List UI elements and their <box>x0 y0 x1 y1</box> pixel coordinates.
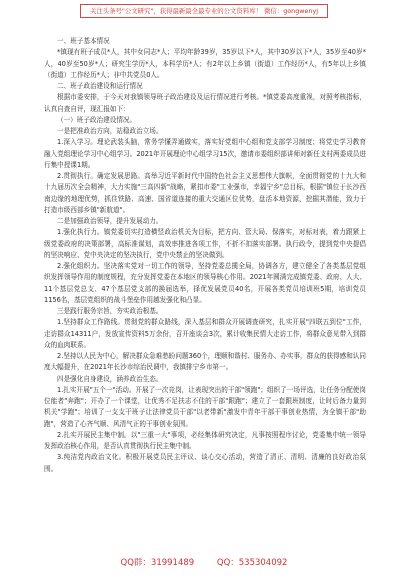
paragraph: 3.纯洁党内政治文化。积极开展党员民主评议、谈心交心活动，营造了清正、清明、清廉的良好政治氛围。 <box>44 453 366 473</box>
document-body <box>44 36 366 534</box>
paragraph: 1.深入学习。理论武装头脑，常务学懂弄通做实，落实好党组中心组和党支部学习制度；将党史学习教育融入党组理论学习中心组学习。2021年开展理论中心组学习15次，邀请市委组织部讲师对新任支村两委成员进行集中授课1期。 <box>44 138 366 169</box>
paragraph: 二、班子政治建设和运行情况 <box>57 82 143 90</box>
footer-qq-group: QQ群：31991489 <box>120 558 195 568</box>
paragraph: 一是把准政治方向，站稳政治立场。 <box>57 127 163 135</box>
paragraph: 2.强化组织力。坚决落实党对一切工作的领导，坚持党委总揽全局，协调各方，建立健全了各类基层党组织发挥领导作用的制度规程，充分发挥党委在本地区的领导核心作用。2021年圆满完成镇党委、政府、人大、11个基层党总支、47个基层党支部的换届选举，择优发展党员40名，开展各类党员培训班5期，培训党员1156名，基层党组织的战斗堡垒作用越发强化和凸显。 <box>44 262 366 304</box>
footer-qq: QQ：535304092 <box>216 558 288 568</box>
paragraph: （一）班子政治建设情况。 <box>57 115 137 124</box>
paragraph: 2.坚持以人民为中心，解决群众急难愁盼问题360个，理顺和谐村、服务办、办实事，群众的获得感和认同度大幅提升，在2021年长沙市综治民调中，我镇排宁乡市第一。 <box>44 352 366 372</box>
header-banner: 关注头条号"公文研究"，获得最新最全最专业的公文资料库！ 微信：gongwenyj <box>80 4 328 18</box>
paragraph: 2.贯彻执行。确定发展思路。高举习近平新时代中国特色社会主义思想伟大旗帜，全面贯彻党的十九大和十九届历次全会精神，大力实施"三高四新"战略，紧扣市委"工业强市，幸福宁乡"总目标，根据"镇位于长沙西南边缘的地理优势，抓住铁路、高速、国省道连接的重大交通区位优势，盘活本地资源，挖掘其潜能，致力于打造市级西部乡镇"新航道"。 <box>44 172 366 214</box>
paragraph: 1.强化执行力。镇党委切实打造横竖政治机关为目标，把方向、管大局、保落实，对标对表，着力跟紧上级党委政府的决策部署，高标准谋划，高效率推进各项工作，不折不扣落实部署。执行政令，提到党中央提倡的坚决响应、党中央决定的坚决执行，党中央禁止的坚决做到。 <box>44 228 366 259</box>
footer-contact <box>0 556 408 570</box>
paragraph: 二是加强政治领导，提升发展动力。 <box>57 217 163 225</box>
paragraph: 三是践行服务宗旨，夯实政治根基。 <box>57 307 163 315</box>
paragraph: *镇现有班子成员*人，其中女同志*人；平均年龄39岁，35岁以下*人，其中30岁以下*人，35岁至40岁*人，40岁至50岁*人；研究生学历*人，本科学历*人；有2年以上乡镇（街道）工作经历*人，有5年以上乡镇（街道）工作经历*人；非中共党员0人。 <box>44 48 366 79</box>
paragraph: 一、班子基本情况 <box>57 37 110 45</box>
paragraph: 四是强化自身建设，涵养政治生态。 <box>57 374 163 383</box>
paragraph: 2.扎实开展民主集中制。以"三重一大"事项，必经集体研究决定，凡事按照程序讨论，党委集中统一领导发挥政治核心作用，是否认真贯彻执行民主集中制。 <box>44 430 366 450</box>
paragraph: 根据市委安排，于今天对我镇领导班子政治建设及运行情况进行考核。*镇党委高度重视，对照考核指标，认真自查自评，现汇报如下： <box>44 93 366 113</box>
paragraph: 1.扎实开展"五个一"活动。开展了一次竞岗，让表现突出的干部"领跑"；组织了一场评选，让任务分配使岗位能者"奔跑"；开办了一个课堂，让优秀不足扶志不佳的干部"跟跑"；建立了一套跟班制度，让时后备力量到机关"学跑"；培训了一支支干班子让法律党员干部"以老带新"激发中青年干部干事创业热情，为全镇干部"助跑"，营造了心齐气顺、风清气正的干事创业氛围。 <box>44 385 366 428</box>
paragraph: 1.坚持群众工作路线。贯彻党的群众路线，深入基层和群众开展调查研究，扎实开展"四联五到位"工作，走访群众14311户，发放宣传资料5万余份，召开座谈会3次，累计收集民情大走访工作，将群众意见带入到群众的血肉联系。 <box>44 318 366 349</box>
